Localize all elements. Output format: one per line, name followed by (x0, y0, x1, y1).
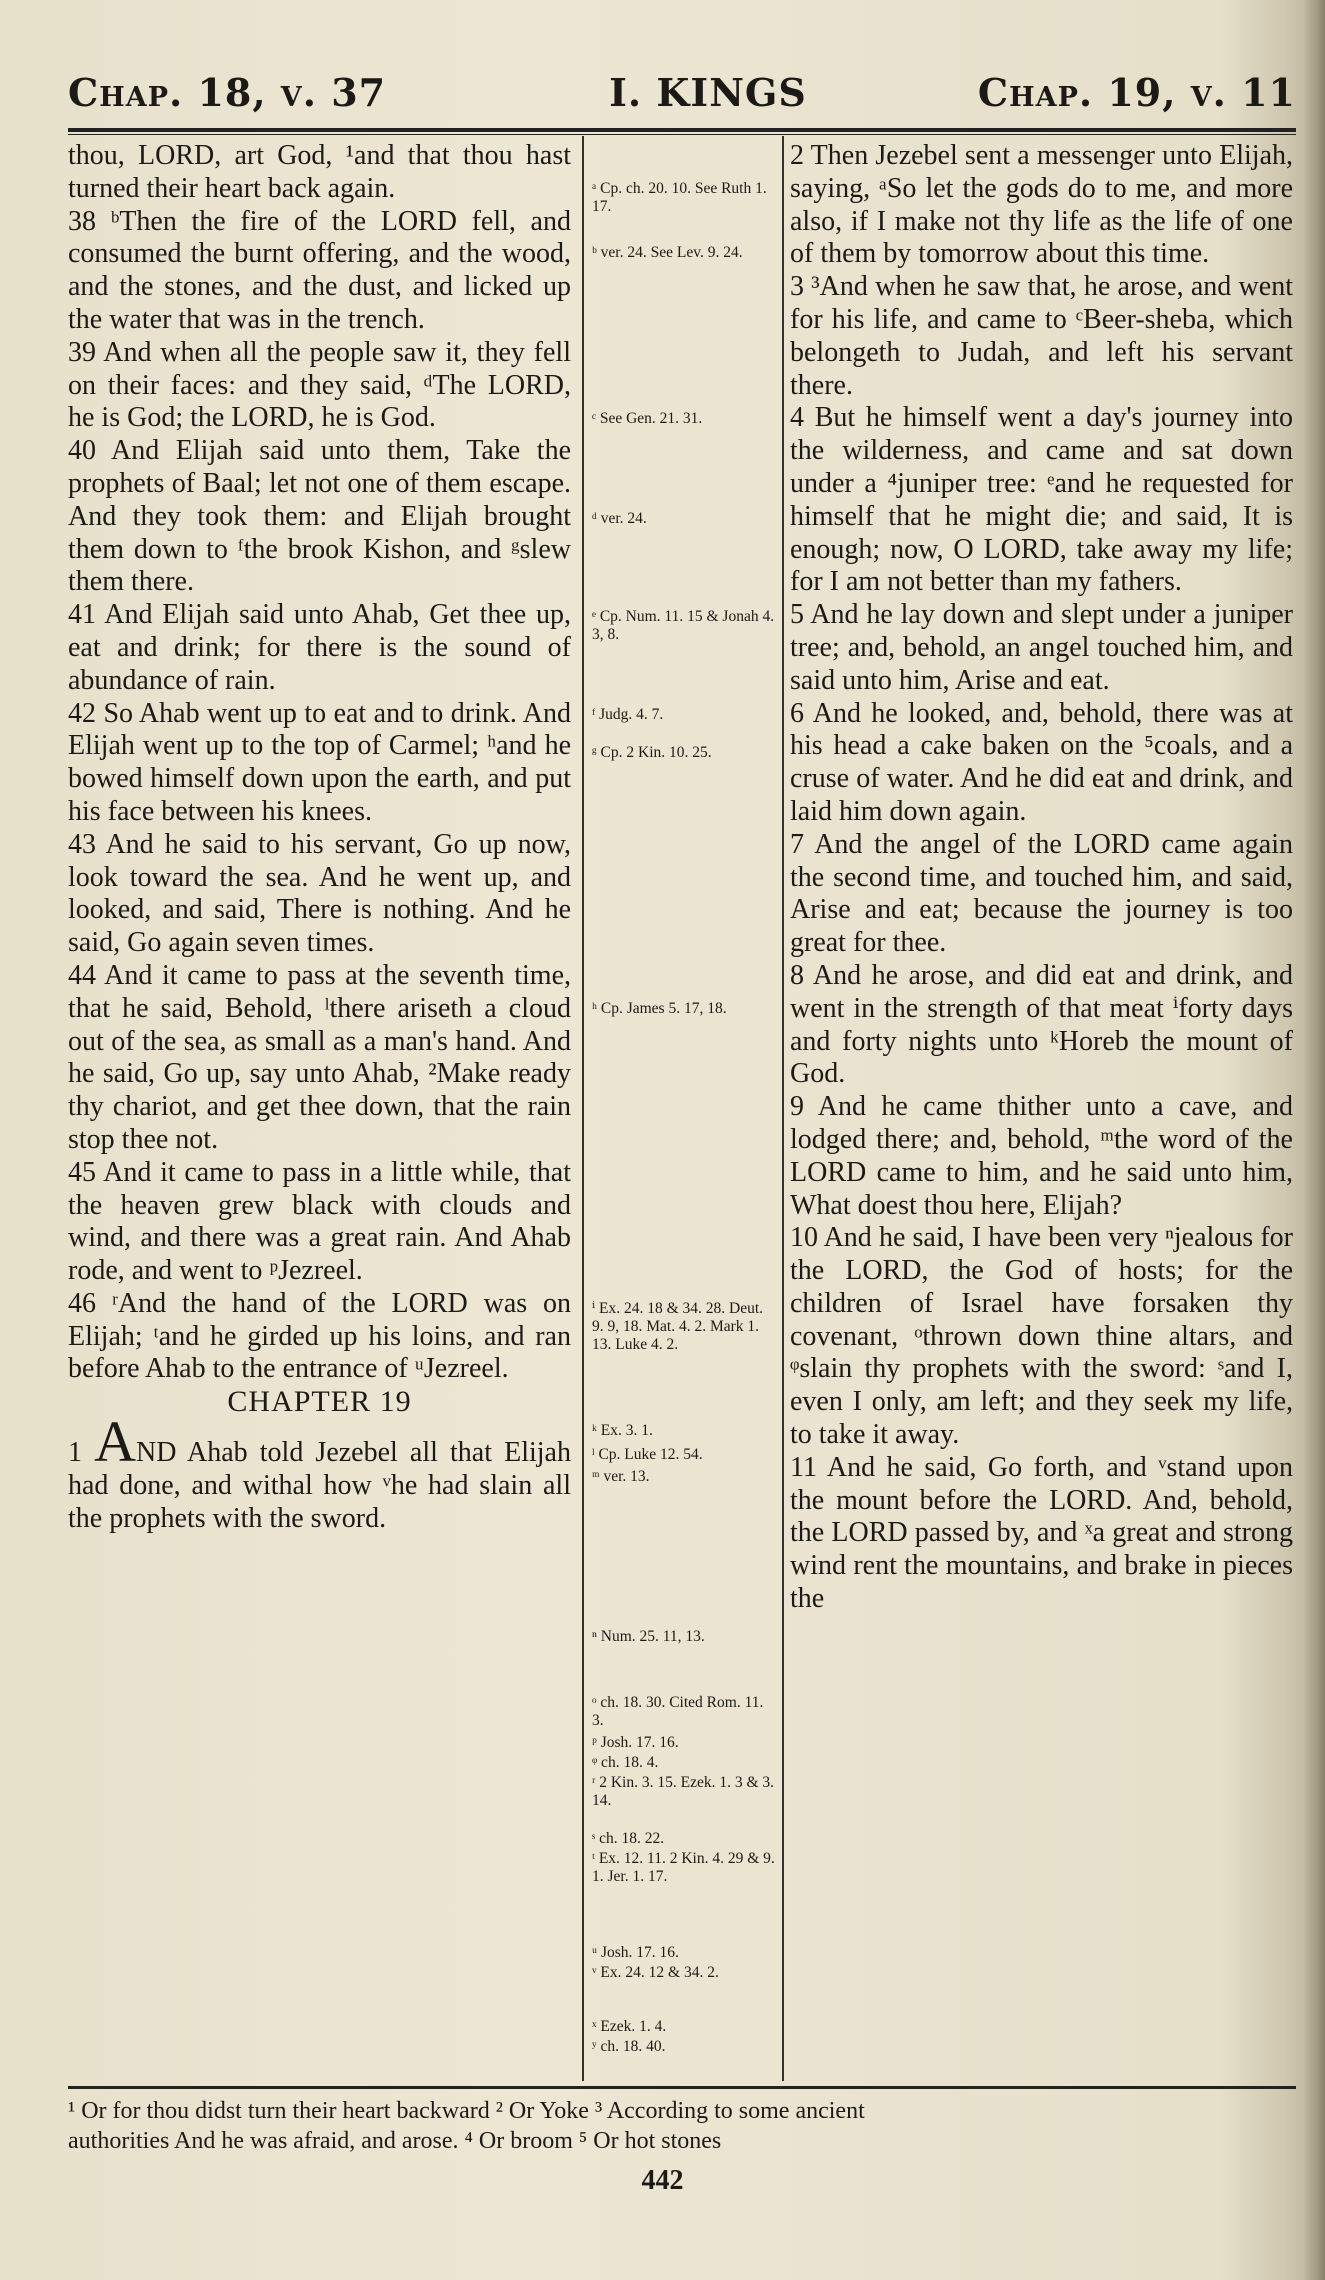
cross-ref: ᵍ Cp. 2 Kin. 10. 25. (592, 744, 712, 761)
verse-number: 1 (68, 1437, 82, 1469)
cross-ref: ᵃ Cp. ch. 20. 10. See Ruth 1. 17. (592, 180, 767, 215)
cross-ref: ᶠ Judg. 4. 7. (592, 706, 664, 723)
cross-ref: ʰ Cp. James 5. 17, 18. (592, 1000, 727, 1017)
verse-18-42: 42 So Ahab went up to eat and to drink. And Elijah went up to the top of Carmel; ʰand he bowed himself down upon the earth, and put his face between his knees. (68, 697, 571, 827)
cross-ref: ᵗ Ex. 12. 11. 2 Kin. 4. 29 & 9. 1. Jer. 1. 17. (592, 1850, 775, 1885)
verse-18-38: 38 ᵇThen the fire of the LORD fell, and consumed the burnt offering, and the wood, and the stones, and the dust, and licked up the water that was in the trench. (68, 205, 571, 335)
verse-18-41: 41 And Elijah said unto Ahab, Get thee up, eat and drink; for there is the sound of abundance of rain. (68, 599, 571, 696)
verse-18-40: 40 And Elijah said unto them, Take the prophets of Baal; let not one of them escape. And they took them: and Elijah brought them down to ᶠthe brook Kishon, and ᵍslew them there. (68, 435, 571, 598)
verse-19-2: 2 Then Jezebel sent a messenger unto Elijah, saying, ᵃSo let the gods do to me, and more also, if I make not thy life as the life of one of them by tomorrow about this time. (790, 140, 1293, 270)
verse-18-43: 43 And he said to his servant, Go up now, look toward the sea. And he went up, and looked, and said, There is nothing. And he said, Go again seven times. (68, 828, 571, 959)
cross-ref: ˢ ch. 18. 22. (592, 1830, 665, 1847)
verse-19-4: 4 But he himself went a day's journey into the wilderness, and came and sat down under a ⁴juniper tree: ᵉand he requested for himself that he might die; and said, It is enough; now, O LORD, take away my life; for I am not better than my fathers. (790, 402, 1293, 598)
cross-ref: ᵘ Josh. 17. 16. (592, 1944, 679, 1961)
header-chapter-start: Chap. 18, v. 37 (68, 70, 387, 115)
verse-19-10: 10 And he said, I have been very ⁿjealous for the LORD, the God of hosts; for the children of Israel have forsaken thy covenant, ᵒthrown down thine altars, and ᵠslain thy prophets with the sword: ˢand I, even I only, am left; and they seek my life, to take it away. (790, 1222, 1293, 1451)
verse-19-1 (68, 1409, 571, 1535)
drop-cap: A (94, 1409, 136, 1475)
column-divider-left (582, 136, 584, 2081)
footnote-rule (68, 2086, 1296, 2089)
header-rule-thin (68, 134, 1296, 135)
column-divider-right (782, 136, 784, 2081)
header-chapter-end: Chap. 19, v. 11 (977, 70, 1296, 115)
page-number: 442 (641, 2165, 684, 2196)
cross-ref: ᵐ ver. 13. (592, 1468, 650, 1485)
verse-19-6: 6 And he looked, and, behold, there was at his head a cake baken on the ⁵coals, and a cruse of water. And he did eat and drink, and laid him down again. (790, 697, 1293, 827)
verse-18-39: 39 And when all the people saw it, they fell on their faces: and they said, ᵈThe LORD, he is God; the LORD, he is God. (68, 336, 571, 434)
verse-18-44: 44 And it came to pass at the seventh time, that he said, Behold, ˡthere ariseth a cloud out of the sea, as small as a man's hand. And he said, Go up, say unto Ahab, ²Make ready thy chariot, and get thee down, that the rain stop thee not. (68, 959, 571, 1155)
cross-ref: ᵛ Ex. 24. 12 & 34. 2. (592, 1964, 719, 1981)
cross-ref: ʳ 2 Kin. 3. 15. Ezek. 1. 3 & 3. 14. (592, 1774, 775, 1809)
cross-ref: ᶜ See Gen. 21. 31. (592, 410, 703, 427)
cross-ref: ⁱ Ex. 24. 18 & 34. 28. Deut. 9. 9, 18. Mat. 4. 2. Mark 1. 13. Luke 4. 2. (592, 1300, 764, 1353)
cross-ref: ⁿ Num. 25. 11, 13. (592, 1628, 705, 1645)
header-rule (68, 128, 1296, 132)
left-text-column (68, 140, 571, 1535)
cross-ref: ˣ Ezek. 1. 4. (592, 2018, 667, 2035)
cross-ref: ᵈ ver. 24. (592, 510, 647, 527)
cross-ref: ᵏ Ex. 3. 1. (592, 1422, 653, 1439)
footnote-line-2: authorities And he was afraid, and arose. ⁴ Or broom ⁵ Or hot stones (68, 2128, 722, 2154)
right-text-column (790, 140, 1293, 1616)
verse-19-8: 8 And he arose, and did eat and drink, and went in the strength of that meat ⁱforty days and forty nights unto ᵏHoreb the mount of God. (790, 959, 1293, 1090)
cross-ref: ᵖ Josh. 17. 16. (592, 1734, 679, 1751)
verse-18-37: thou, LORD, art God, ¹and that thou hast turned their heart back again. (68, 140, 571, 204)
chapter-heading: CHAPTER 19 (227, 1385, 412, 1419)
page-edge-shadow (1303, 0, 1325, 2280)
verse-18-45: 45 And it came to pass in a little while, that the heaven grew black with clouds and wind, and there was a great rain. And Ahab rode, and went to ᵖJezreel. (68, 1156, 571, 1287)
cross-ref: ᵠ ch. 18. 4. (592, 1754, 659, 1771)
cross-ref: ˡ Cp. Luke 12. 54. (592, 1446, 703, 1463)
verse-19-11: 11 And he said, Go forth, and ᵛstand upon the mount before the LORD. And, behold, the LORD passed by, and ˣa great and strong wind rent the mountains, and brake in pieces the (790, 1451, 1293, 1615)
verse-19-7: 7 And the angel of the LORD came again the second time, and touched him, and said, Arise and eat; because the journey is too great for thee. (790, 828, 1293, 959)
verse-19-9: 9 And he came thither unto a cave, and lodged there; and, behold, ᵐthe word of the LORD came to him, and he said unto him, What doest thou here, Elijah? (790, 1091, 1293, 1221)
running-header (68, 62, 1296, 132)
cross-ref: ʸ ch. 18. 40. (592, 2038, 666, 2055)
cross-ref: ᵒ ch. 18. 30. Cited Rom. 11. 3. (592, 1694, 764, 1729)
cross-ref: ᵇ ver. 24. See Lev. 9. 24. (592, 244, 743, 261)
header-book-title: I. KINGS (609, 70, 807, 115)
verse-18-46: 46 ʳAnd the hand of the LORD was on Elijah; ᵗand he girded up his loins, and ran before Ahab to the entrance of ᵘJezreel. (68, 1287, 571, 1385)
footnote-line-1: ¹ Or for thou didst turn their heart backward ² Or Yoke ³ According to some ancient (68, 2098, 865, 2124)
verse-19-1-text: ND Ahab told Jezebel all that Elijah had done, and withal how ᵛhe had slain all the prophets with the sword. (68, 1437, 571, 1534)
verse-19-3: 3 ³And when he saw that, he arose, and went for his life, and came to ᶜBeer-sheba, which belongeth to Judah, and left his servant there. (790, 271, 1293, 401)
verse-19-5: 5 And he lay down and slept under a juniper tree; and, behold, an angel touched him, and said unto him, Arise and eat. (790, 599, 1293, 696)
cross-ref: ᵉ Cp. Num. 11. 15 & Jonah 4. 3, 8. (592, 608, 775, 643)
